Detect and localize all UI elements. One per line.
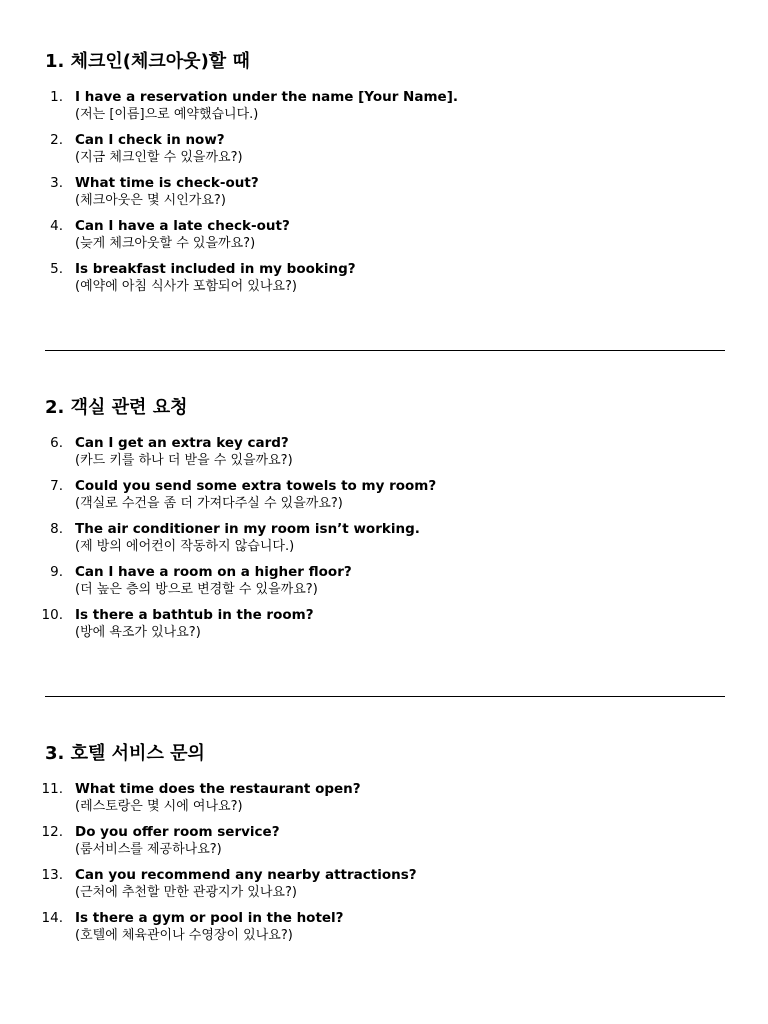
korean-translation: (제 방의 에어컨이 작동하지 않습니다.) <box>75 539 295 554</box>
korean-translation: (저는 [이름]으로 예약했습니다.) <box>75 107 259 122</box>
list-item <box>45 260 725 296</box>
item-number: 14. <box>41 910 63 926</box>
section-room-requests <box>41 396 725 649</box>
english-sentence: Is breakfast included in my booking? <box>75 261 356 277</box>
korean-translation: (레스토랑은 몇 시에 여나요?) <box>75 799 243 814</box>
english-sentence: The air conditioner in my room isn’t working. <box>75 521 420 537</box>
question-list <box>45 88 725 296</box>
list-item <box>45 217 725 253</box>
list-item <box>41 606 725 642</box>
english-sentence: Can I check in now? <box>75 132 225 148</box>
english-sentence: Could you send some extra towels to my room? <box>75 478 437 494</box>
english-sentence: Do you offer room service? <box>75 824 280 840</box>
item-number: 13. <box>41 867 63 883</box>
section-divider <box>45 350 725 351</box>
english-sentence: Can I get an extra key card? <box>75 435 289 451</box>
english-sentence: I have a reservation under the name [Your Name]. <box>75 89 458 105</box>
korean-translation: (객실로 수건을 좀 더 가져다주실 수 있을까요?) <box>75 496 343 511</box>
korean-translation: (늦게 체크아웃할 수 있을까요?) <box>75 236 256 251</box>
section-title: 2. 객실 관련 요청 <box>45 397 188 418</box>
list-item <box>45 477 725 513</box>
item-number: 12. <box>41 824 63 840</box>
list-item <box>45 174 725 210</box>
question-list <box>41 434 725 642</box>
korean-translation: (더 높은 층의 방으로 변경할 수 있을까요?) <box>75 582 318 597</box>
english-sentence: Can you recommend any nearby attractions? <box>75 867 417 883</box>
list-item <box>45 563 725 599</box>
item-number: 7. <box>50 478 63 494</box>
item-number: 6. <box>50 435 63 451</box>
question-list <box>41 780 725 945</box>
section-title: 1. 체크인(체크아웃)할 때 <box>45 51 250 72</box>
english-sentence: Can I have a late check-out? <box>75 218 290 234</box>
english-sentence: What time does the restaurant open? <box>75 781 361 797</box>
english-sentence: Is there a gym or pool in the hotel? <box>75 910 344 926</box>
english-sentence: Is there a bathtub in the room? <box>75 607 314 623</box>
korean-translation: (카드 키를 하나 더 받을 수 있을까요?) <box>75 453 293 468</box>
korean-translation: (체크아웃은 몇 시인가요?) <box>75 193 226 208</box>
korean-translation: (지금 체크인할 수 있을까요?) <box>75 150 243 165</box>
section-title: 3. 호텔 서비스 문의 <box>45 743 205 764</box>
item-number: 4. <box>50 218 63 234</box>
korean-translation: (방에 욕조가 있나요?) <box>75 625 201 640</box>
list-item <box>41 823 725 859</box>
list-item <box>45 434 725 470</box>
item-number: 3. <box>50 175 63 191</box>
list-item <box>45 520 725 556</box>
item-number: 9. <box>50 564 63 580</box>
item-number: 5. <box>50 261 63 277</box>
korean-translation: (룸서비스를 제공하나요?) <box>75 842 222 857</box>
section-hotel-services <box>41 742 725 952</box>
section-divider <box>45 696 725 697</box>
korean-translation: (예약에 아침 식사가 포함되어 있나요?) <box>75 279 297 294</box>
item-number: 1. <box>50 89 63 105</box>
list-item <box>41 780 725 816</box>
item-number: 10. <box>41 607 63 623</box>
list-item <box>45 131 725 167</box>
list-item <box>41 909 725 945</box>
list-item <box>41 866 725 902</box>
english-sentence: What time is check-out? <box>75 175 259 191</box>
korean-translation: (근처에 추천할 만한 관광지가 있나요?) <box>75 885 297 900</box>
english-sentence: Can I have a room on a higher floor? <box>75 564 352 580</box>
item-number: 11. <box>41 781 63 797</box>
item-number: 2. <box>50 132 63 148</box>
section-checkin <box>45 50 725 303</box>
korean-translation: (호텔에 체육관이나 수영장이 있나요?) <box>75 928 293 943</box>
list-item <box>45 88 725 124</box>
item-number: 8. <box>50 521 63 537</box>
